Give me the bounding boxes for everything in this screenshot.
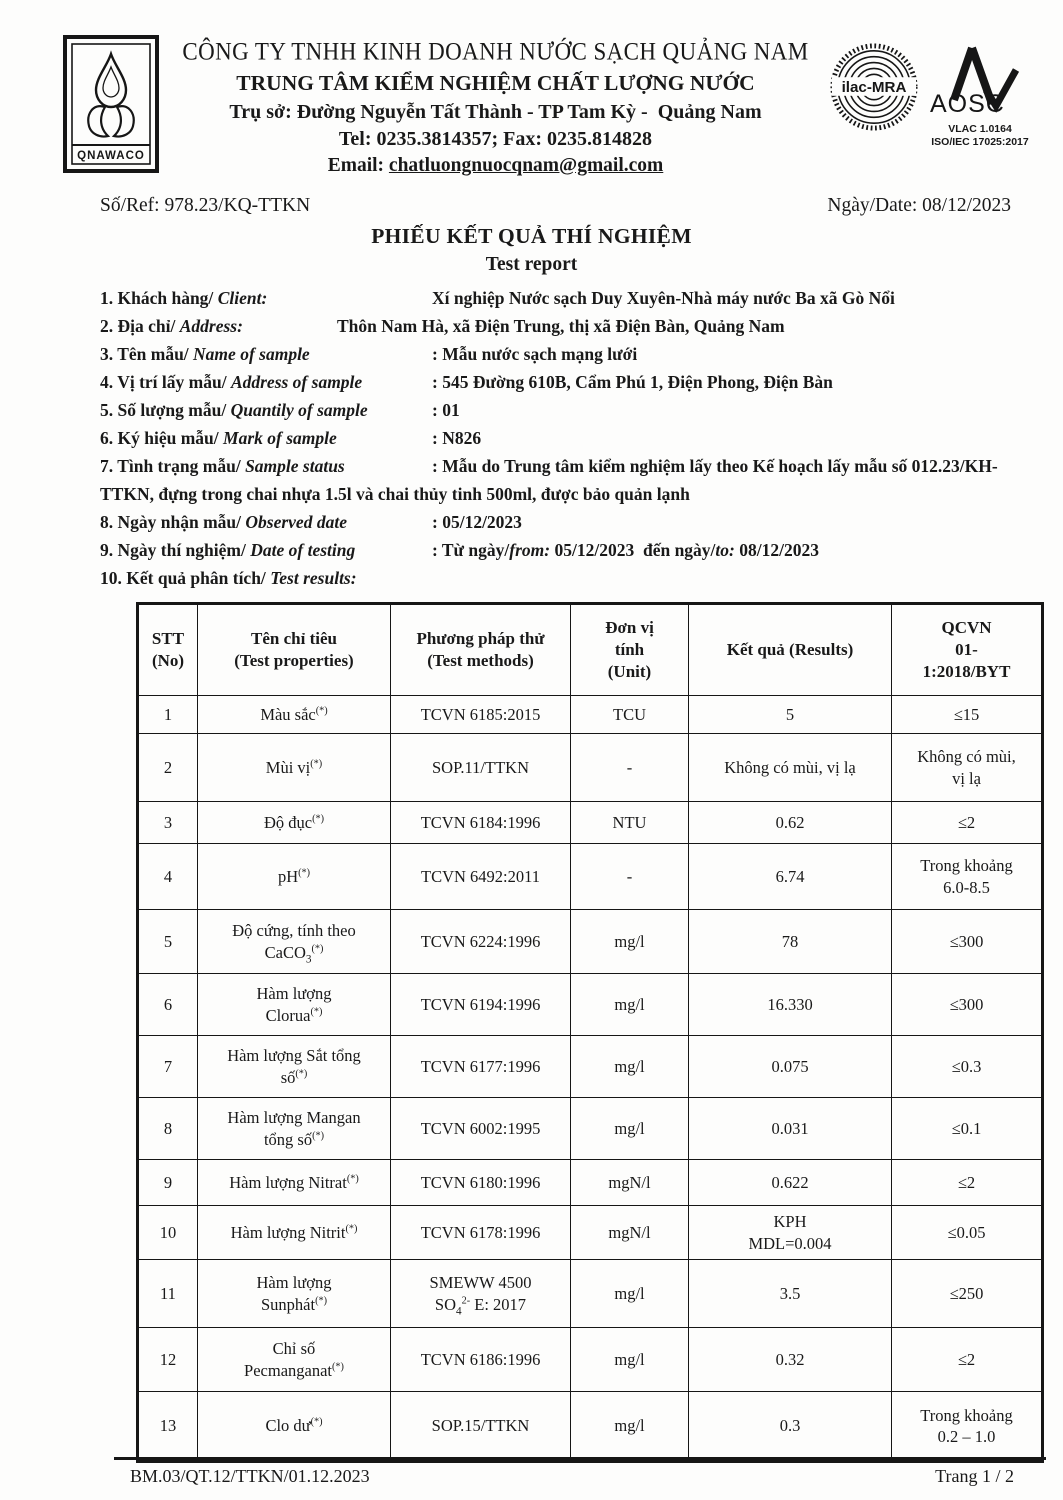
table-row bbox=[138, 1260, 1043, 1328]
cell-unit: mg/l bbox=[571, 910, 689, 974]
cell-no: 5 bbox=[138, 910, 198, 974]
cell-method: TCVN 6178:1996 bbox=[391, 1206, 571, 1260]
field-sample-mark-value: : N826 bbox=[432, 428, 482, 448]
cell-method: SOP.11/TTKN bbox=[391, 734, 571, 802]
cell-unit: mg/l bbox=[571, 974, 689, 1036]
cell-result: 0.622 bbox=[689, 1160, 892, 1206]
cell-no: 9 bbox=[138, 1160, 198, 1206]
ref-number: Số/Ref: 978.23/KQ-TTKN bbox=[100, 195, 311, 216]
qnawaco-logo-text: QNAWACO bbox=[77, 150, 145, 162]
field-testing-date: 9. Ngày thí nghiệm/ Date of testing : Từ ngày/from: 05/12/2023 đến ngày/to: 08/12/2023 bbox=[100, 540, 819, 560]
cell-parameter: Độ đục(*) bbox=[198, 802, 391, 844]
cell-no: 8 bbox=[138, 1098, 198, 1160]
qnawaco-logo bbox=[62, 34, 162, 179]
cell-limit: ≤0.05 bbox=[892, 1206, 1043, 1260]
cell-result: 0.031 bbox=[689, 1098, 892, 1160]
field-address: 2. Địa chỉ/ Address: Thôn Nam Hà, xã Điện Trung, thị xã Điện Bàn, Quảng Nam bbox=[100, 316, 785, 336]
cell-parameter: Hàm lượng Mangan tổng số(*) bbox=[198, 1098, 391, 1160]
table-row bbox=[138, 1206, 1043, 1260]
cell-result: 6.74 bbox=[689, 844, 892, 910]
water-drop-icon bbox=[96, 54, 126, 107]
cell-parameter: Clo dư(*) bbox=[198, 1392, 391, 1462]
cell-result: 5 bbox=[689, 696, 892, 734]
cell-result: 0.3 bbox=[689, 1392, 892, 1462]
cell-limit: Không có mùi, vị lạ bbox=[892, 734, 1043, 802]
col-header-stt: STT (No) bbox=[138, 604, 198, 696]
table-row bbox=[138, 1160, 1043, 1206]
cell-method: TCVN 6186:1996 bbox=[391, 1328, 571, 1392]
cell-method: SMEWW 4500 $SO_4^{2-}$ E: 2017 bbox=[391, 1260, 571, 1328]
cell-method: TCVN 6224:1996 bbox=[391, 910, 571, 974]
report-date: Ngày/Date: 08/12/2023 bbox=[827, 195, 1011, 216]
cell-result: 16.330 bbox=[689, 974, 892, 1036]
cell-result: 78 bbox=[689, 910, 892, 974]
cell-method: TCVN 6492:2011 bbox=[391, 844, 571, 910]
report-title-en: Test report bbox=[485, 254, 578, 275]
page-number: Trang 1 / 2 bbox=[935, 1466, 1014, 1486]
cell-no: 13 bbox=[138, 1392, 198, 1462]
aosc-accreditation-number: VLAC 1.0164 bbox=[948, 123, 1012, 135]
cell-unit: mg/l bbox=[571, 1098, 689, 1160]
sample-info-list bbox=[100, 284, 1011, 592]
table-row bbox=[138, 974, 1043, 1036]
field-sample-quantity: 5. Số lượng mẫu/ Quantily of sample : 01 bbox=[100, 400, 460, 420]
cell-no: 4 bbox=[138, 844, 198, 910]
cell-method: TCVN 6184:1996 bbox=[391, 802, 571, 844]
results-table bbox=[136, 602, 1044, 1463]
cell-no: 6 bbox=[138, 974, 198, 1036]
cell-no: 3 bbox=[138, 802, 198, 844]
table-row bbox=[138, 910, 1043, 974]
table-row bbox=[138, 844, 1043, 910]
footer bbox=[130, 1466, 1014, 1487]
table-row bbox=[138, 696, 1043, 734]
cell-result: 0.075 bbox=[689, 1036, 892, 1098]
cell-result: KPH MDL=0.004 bbox=[689, 1206, 892, 1260]
letterhead bbox=[0, 0, 1063, 179]
cell-limit: ≤0.1 bbox=[892, 1098, 1043, 1160]
cell-method: TCVN 6185:2015 bbox=[391, 696, 571, 734]
field-sample-quantity-value: : 01 bbox=[432, 400, 460, 420]
aosc-logo-graphic bbox=[928, 42, 1032, 118]
cell-limit: ≤0.3 bbox=[892, 1036, 1043, 1098]
cell-no: 1 bbox=[138, 696, 198, 734]
head-office-address: Trụ sở: Đường Nguyễn Tất Thành - TP Tam Kỳ - Quảng Nam bbox=[229, 100, 762, 123]
letterhead-text bbox=[162, 34, 829, 178]
cell-no: 7 bbox=[138, 1036, 198, 1098]
email-line bbox=[162, 154, 829, 178]
field-sample-name-value: : Mẫu nước sạch mạng lưới bbox=[432, 344, 638, 364]
report-title-vi: PHIẾU KẾT QUẢ THÍ NGHIỆM bbox=[371, 224, 692, 248]
cell-result: 0.62 bbox=[689, 802, 892, 844]
col-header-unit: Đơn vị tính (Unit) bbox=[571, 604, 689, 696]
field-observed-date-value: : 05/12/2023 bbox=[432, 512, 522, 532]
results-table-wrap bbox=[136, 602, 1063, 1463]
cell-limit: ≤2 bbox=[892, 802, 1043, 844]
cell-parameter: Hàm lượng Nitrit(*) bbox=[198, 1206, 391, 1260]
ref-date-row bbox=[100, 195, 1011, 217]
cell-parameter: Màu sắc(*) bbox=[198, 696, 391, 734]
cell-no: 2 bbox=[138, 734, 198, 802]
cell-unit: NTU bbox=[571, 802, 689, 844]
cell-method: TCVN 6180:1996 bbox=[391, 1160, 571, 1206]
cell-unit: mgN/l bbox=[571, 1206, 689, 1260]
ilac-mra-logo-text: ilac-MRA bbox=[841, 78, 907, 96]
cell-unit: mg/l bbox=[571, 1392, 689, 1462]
table-row bbox=[138, 802, 1043, 844]
field-observed-date: 8. Ngày nhận mẫu/ Observed date : 05/12/2023 bbox=[100, 512, 522, 532]
qnawaco-logo-graphic bbox=[62, 34, 160, 174]
cell-limit: ≤2 bbox=[892, 1328, 1043, 1392]
cell-limit: ≤300 bbox=[892, 910, 1043, 974]
cell-unit: - bbox=[571, 844, 689, 910]
cell-no: 10 bbox=[138, 1206, 198, 1260]
cell-method: TCVN 6177:1996 bbox=[391, 1036, 571, 1098]
field-client: 1. Khách hàng/ Client: Xí nghiệp Nước sạch Duy Xuyên-Nhà máy nước Ba xã Gò Nổi bbox=[100, 288, 895, 308]
field-sample-mark: 6. Ký hiệu mẫu/ Mark of sample : N826 bbox=[100, 428, 482, 448]
cell-result: 3.5 bbox=[689, 1260, 892, 1328]
cell-parameter: Hàm lượng Sunphát(*) bbox=[198, 1260, 391, 1328]
cell-no: 11 bbox=[138, 1260, 198, 1328]
aosc-logo bbox=[925, 42, 1035, 149]
email-label: Email: bbox=[327, 154, 385, 176]
cell-parameter: Hàm lượng Nitrat(*) bbox=[198, 1160, 391, 1206]
cell-result: 0.32 bbox=[689, 1328, 892, 1392]
cell-method: TCVN 6194:1996 bbox=[391, 974, 571, 1036]
field-sample-name: 3. Tên mẫu/ Name of sample : Mẫu nước sạch mạng lưới bbox=[100, 344, 638, 364]
cell-result: Không có mùi, vị lạ bbox=[689, 734, 892, 802]
cell-method: SOP.15/TTKN bbox=[391, 1392, 571, 1462]
cell-limit: ≤300 bbox=[892, 974, 1043, 1036]
accreditation-logos bbox=[829, 34, 1035, 149]
email-address: chatluongnuocqnam@gmail.com bbox=[388, 154, 664, 176]
table-row bbox=[138, 1098, 1043, 1160]
field-sample-status: 7. Tình trạng mẫu/ Sample status : Mẫu do Trung tâm kiểm nghiệm lấy theo Kế hoạch lấy mẫu số 012.23/KH-TTKN, đựng trong chai nhựa 1.5l và chai thủy tinh 500ml, được bảo quản lạnh bbox=[100, 456, 998, 504]
footer-rule bbox=[114, 1457, 1046, 1460]
col-header-method: Phương pháp thử (Test methods) bbox=[391, 604, 571, 696]
hand-right-icon bbox=[114, 106, 134, 136]
table-row bbox=[138, 734, 1043, 802]
field-testing-date-value: : Từ ngày/from: 05/12/2023 đến ngày/to: 08/12/2023 bbox=[432, 540, 819, 560]
cell-parameter: Chỉ số Pecmanganat(*) bbox=[198, 1328, 391, 1392]
cell-limit: ≤15 bbox=[892, 696, 1043, 734]
field-sample-address: 4. Vị trí lấy mẫu/ Address of sample : 545 Đường 610B, Cẩm Phú 1, Điện Phong, Điện Bàn bbox=[100, 372, 833, 392]
cell-parameter: Hàm lượng Clorua(*) bbox=[198, 974, 391, 1036]
aosc-standard: ISO/IEC 17025:2017 bbox=[931, 136, 1029, 149]
table-row bbox=[138, 1392, 1043, 1462]
cell-limit: ≤2 bbox=[892, 1160, 1043, 1206]
table-header-row bbox=[138, 604, 1043, 696]
hand-left-icon bbox=[88, 106, 108, 136]
field-test-results: 10. Kết quả phân tích/ Test results: bbox=[100, 568, 357, 588]
aosc-logo-text: AOSC bbox=[930, 90, 1005, 118]
field-sample-address-value: : 545 Đường 610B, Cẩm Phú 1, Điện Phong, Điện Bàn bbox=[432, 372, 833, 392]
cell-limit: ≤250 bbox=[892, 1260, 1043, 1328]
cell-limit: Trong khoảng 0.2 – 1.0 bbox=[892, 1392, 1043, 1462]
cell-unit: mg/l bbox=[571, 1260, 689, 1328]
ilac-mra-logo bbox=[829, 42, 919, 132]
tel-fax: Tel: 0235.3814357; Fax: 0235.814828 bbox=[338, 127, 653, 150]
field-address-value: Thôn Nam Hà, xã Điện Trung, thị xã Điện Bàn, Quảng Nam bbox=[337, 316, 785, 336]
col-header-parameter: Tên chỉ tiêu (Test properties) bbox=[198, 604, 391, 696]
cell-parameter: Độ cứng, tính theo CaCO$_3$(*) bbox=[198, 910, 391, 974]
company-name: CÔNG TY TNHH KINH DOANH NƯỚC SẠCH QUẢNG NAM bbox=[182, 37, 809, 65]
cell-method: TCVN 6002:1995 bbox=[391, 1098, 571, 1160]
cell-limit: Trong khoảng 6.0-8.5 bbox=[892, 844, 1043, 910]
cell-unit: mg/l bbox=[571, 1036, 689, 1098]
cell-unit: mgN/l bbox=[571, 1160, 689, 1206]
table-row bbox=[138, 1328, 1043, 1392]
cell-parameter: Hàm lượng Sắt tổng số(*) bbox=[198, 1036, 391, 1098]
col-header-limit: QCVN 01- 1:2018/BYT bbox=[892, 604, 1043, 696]
field-sample-status-value: : Mẫu do Trung tâm kiểm nghiệm lấy theo Kế hoạch lấy mẫu số 012.23/KH-TTKN, đựng trong chai nhựa 1.5l và chai thủy tinh 500ml, được bảo quản lạnh bbox=[100, 456, 998, 504]
cell-parameter: pH(*) bbox=[198, 844, 391, 910]
field-client-value: Xí nghiệp Nước sạch Duy Xuyên-Nhà máy nước Ba xã Gò Nổi bbox=[432, 288, 895, 308]
form-code: BM.03/QT.12/TTKN/01.12.2023 bbox=[130, 1466, 370, 1486]
cell-unit: TCU bbox=[571, 696, 689, 734]
cell-unit: - bbox=[571, 734, 689, 802]
cell-parameter: Mùi vị(*) bbox=[198, 734, 391, 802]
col-header-result: Kết quả (Results) bbox=[689, 604, 892, 696]
center-name: TRUNG TÂM KIỂM NGHIỆM CHẤT LƯỢNG NƯỚC bbox=[236, 70, 755, 95]
cell-unit: mg/l bbox=[571, 1328, 689, 1392]
table-row bbox=[138, 1036, 1043, 1098]
cell-no: 12 bbox=[138, 1328, 198, 1392]
